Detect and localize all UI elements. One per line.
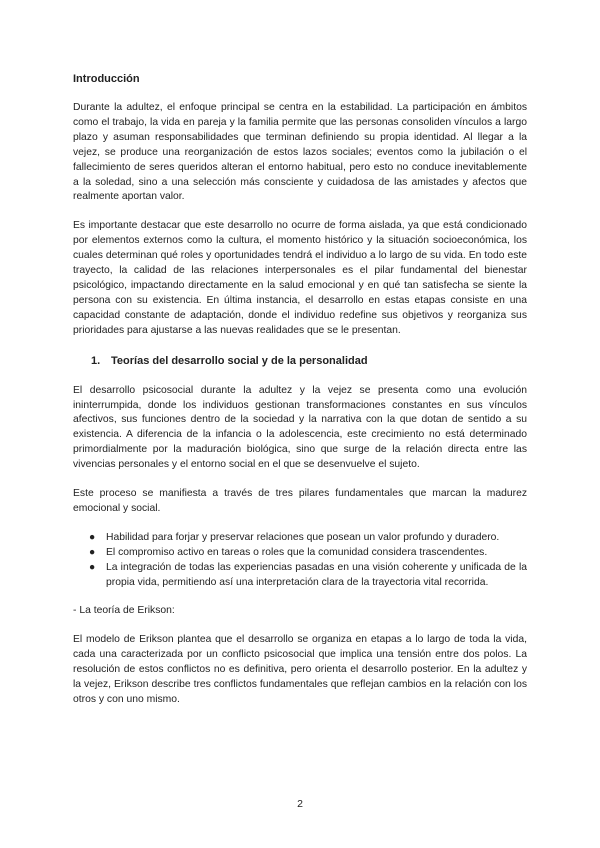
list-item	[73, 561, 527, 591]
list-item-text: Habilidad para forjar y preservar relaciones que posean un valor profundo y duradero.	[106, 531, 500, 543]
list-item	[73, 546, 527, 561]
list-item	[73, 531, 527, 546]
list-item-text: El compromiso activo en tareas o roles que la comunidad considera trascendentes.	[106, 546, 488, 558]
section-1-heading	[91, 354, 527, 369]
intro-heading: Introducción	[73, 73, 140, 85]
bullet-icon: ●	[89, 561, 96, 573]
page-number: 2	[297, 798, 303, 810]
list-item-text: La integración de todas las experiencias pasadas en una visión coherente y unificada de la propia vida, permitiendo así una interpretación clara de la trayectoria vital recorrida.	[106, 561, 527, 588]
section-1-number: 1.	[91, 354, 101, 367]
section-1-paragraph-1: El desarrollo psicosocial durante la adultez y la vejez se presenta como una evolución ininterrumpida, donde los individuos gestionan transformaciones constantes en sus vínculos afectivos, sus funciones dentro de la sociedad y la narrativa con la que dotan de sentido a su existencia. A diferencia de la infancia o la adolescencia, este crecimiento no está determinado primordialmente por la maduración biológica, sino que surge de la relación directa entre las vivencias personales y el entorno social en el que se desenvuelve el sujeto.	[73, 384, 527, 471]
intro-paragraph-2: Es importante destacar que este desarrollo no ocurre de forma aislada, ya que está condicionado por elementos externos como la cultura, el momento histórico y la situación socioeconómica, los cuales determinan qué roles y oportunidades tendrá el individuo a lo largo de su vida. En todo este trayecto, la calidad de las relaciones interpersonales es el pilar fundamental del bienestar psicológico, impactando directamente en la salud emocional y en qué tan satisfecha se siente la persona con su existencia. En última instancia, el desarrollo en estas etapas consiste en una capacidad constante de adaptación, donde el individuo redefine sus objetivos y reorganiza sus prioridades para ajustarse a las nuevas realidades que se le presentan.	[73, 220, 527, 336]
section-1-paragraph-2: Este proceso se manifiesta a través de tres pilares fundamentales que marcan la madurez emocional y social.	[73, 488, 527, 514]
intro-paragraph-1: Durante la adultez, el enfoque principal se centra en la estabilidad. La participación en ámbitos como el trabajo, la vida en pareja y la familia permite que las personas consoliden vínculos a largo plazo y asuman responsabilidades que terminan definiendo su propia identidad. Al llegar a la vejez, se produce una reorganización de estos lazos sociales; eventos como la jubilación o el fallecimiento de seres queridos alteran el entorno habitual, pero esto no conduce inevitablemente a la soledad, sino a una selección más consciente y cuidadosa de las amistades y afectos que realmente aportan valor.	[73, 102, 527, 203]
section-1-title: Teorías del desarrollo social y de la personalidad	[111, 354, 368, 367]
erikson-label: - La teoría de Erikson:	[73, 605, 175, 617]
pillars-list	[73, 531, 527, 591]
erikson-paragraph: El modelo de Erikson plantea que el desarrollo se organiza en etapas a lo largo de toda la vida, cada una caracterizada por un conflicto psicosocial que implica una tensión entre dos polos. La resolución de estos conflictos no es definitiva, pero orienta el desarrollo posterior. En la adultez y la vejez, Erikson describe tres conflictos fundamentales que reflejan cambios en la relación con los otros y con uno mismo.	[73, 634, 527, 705]
bullet-icon: ●	[89, 546, 96, 558]
bullet-icon: ●	[89, 531, 96, 543]
